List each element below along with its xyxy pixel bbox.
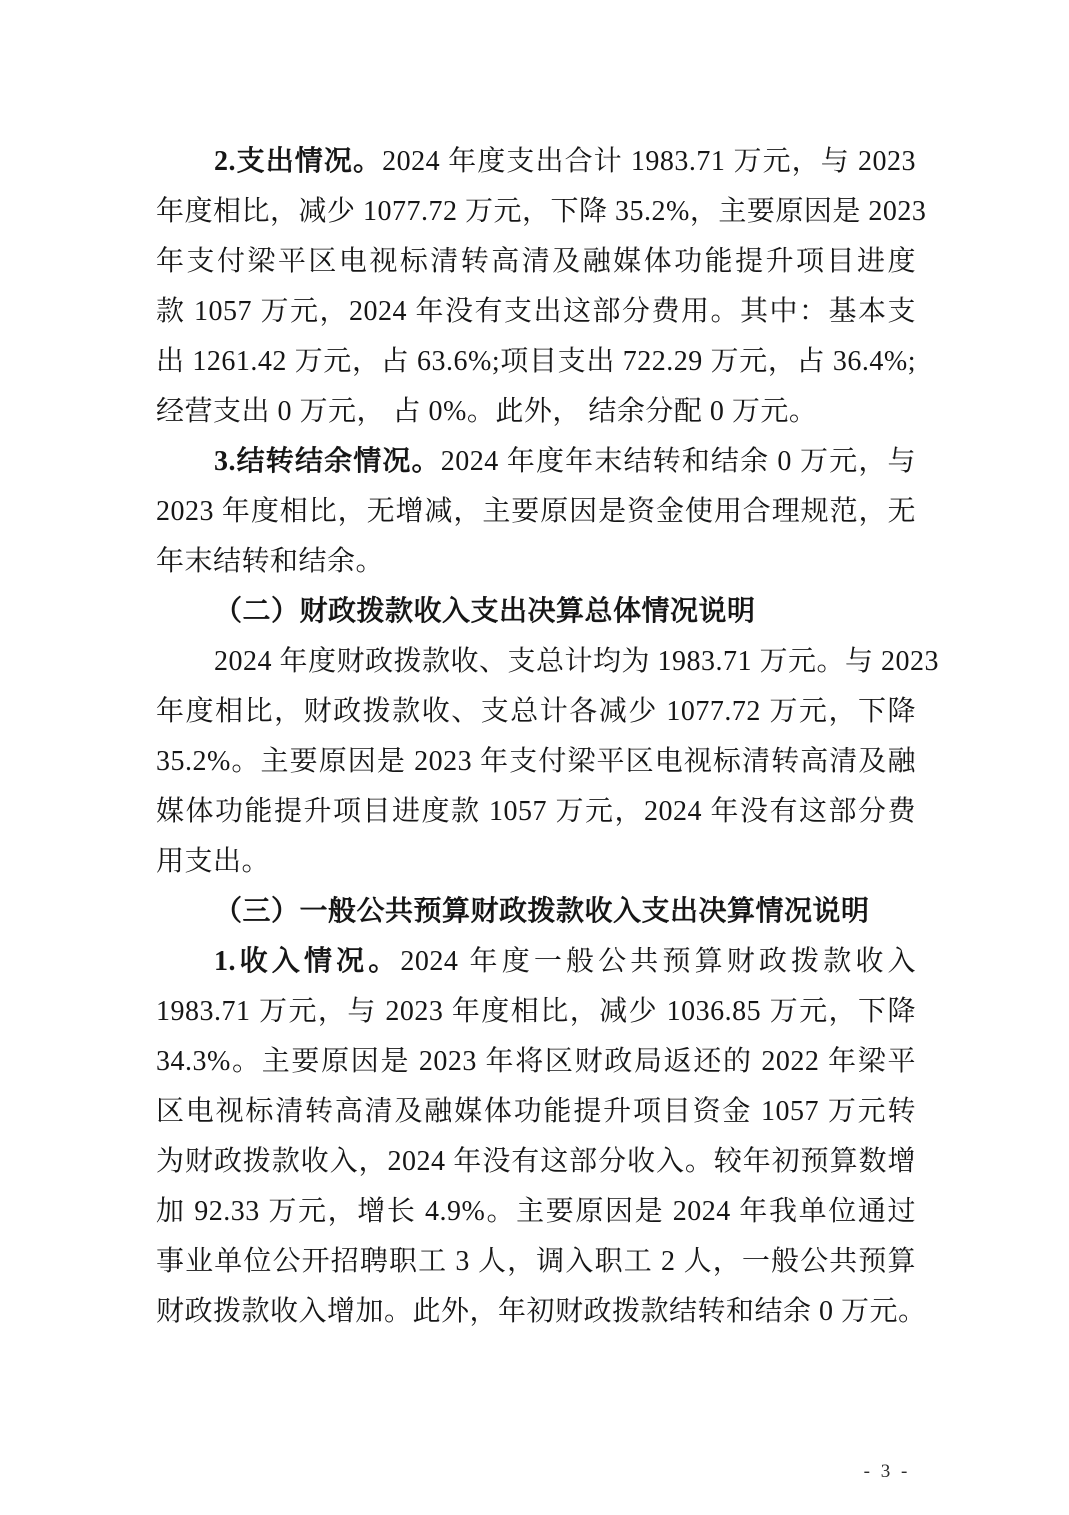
text-line: 2024 年度财政拨款收、支总计均为 1983.71 万元。与 2023 (214, 646, 940, 677)
page-number: - 3 - (863, 1461, 911, 1482)
paragraph-lead: 3.结转结余情况。 (214, 446, 441, 477)
text-line: 2.支出情况。2024 年度支出合计 1983.71 万元，与 2023 (214, 146, 916, 177)
section-heading: （三）一般公共预算财政拨款收入支出决算情况说明 (214, 896, 870, 927)
text-line: 媒体功能提升项目进度款 1057 万元，2024 年没有这部分费 (156, 796, 916, 827)
text-line: 经营支出 0 万元， 占 0%。此外， 结余分配 0 万元。 (156, 396, 818, 427)
text-line: 1.收入情况。2024 年度一般公共预算财政拨款收入 (214, 946, 916, 977)
text-line: 加 92.33 万元，增长 4.9%。主要原因是 2024 年我单位通过 (156, 1196, 916, 1227)
text-line: 34.3%。主要原因是 2023 年将区财政局返还的 2022 年梁平 (156, 1046, 916, 1077)
text-line: 35.2%。主要原因是 2023 年支付梁平区电视标清转高清及融 (156, 746, 916, 777)
text-line: 出 1261.42 万元，占 63.6%;项目支出 722.29 万元，占 36.4%; (156, 346, 916, 377)
text-line: 为财政拨款收入，2024 年没有这部分收入。较年初预算数增 (156, 1146, 916, 1177)
text-line: 用支出。 (156, 846, 271, 877)
section-heading: （二）财政拨款收入支出决算总体情况说明 (214, 596, 756, 627)
text-line: 财政拨款收入增加。此外，年初财政拨款结转和结余 0 万元。 (156, 1296, 927, 1327)
text-line: 年度相比，减少 1077.72 万元，下降 35.2%，主要原因是 2023 (156, 196, 927, 227)
text-line: 2023 年度相比，无增减，主要原因是资金使用合理规范，无 (156, 496, 916, 527)
paragraph-lead: 1.收入情况。 (214, 946, 401, 977)
text-line: 年度相比，财政拨款收、支总计各减少 1077.72 万元，下降 (156, 696, 916, 727)
text-line: 1983.71 万元，与 2023 年度相比，减少 1036.85 万元，下降 (156, 996, 916, 1027)
text-line: 事业单位公开招聘职工 3 人，调入职工 2 人，一般公共预算 (156, 1246, 916, 1277)
text-line: 年支付梁平区电视标清转高清及融媒体功能提升项目进度 (156, 246, 916, 277)
document-body (156, 137, 940, 1337)
text-line: 区电视标清转高清及融媒体功能提升项目资金 1057 万元转 (156, 1096, 916, 1127)
text-line: 年末结转和结余。 (156, 546, 385, 577)
text-line: 3.结转结余情况。2024 年度年末结转和结余 0 万元，与 (214, 446, 916, 477)
text-line: 款 1057 万元，2024 年没有支出这部分费用。其中：基本支 (156, 296, 916, 327)
paragraph-lead: 2.支出情况。 (214, 146, 383, 177)
